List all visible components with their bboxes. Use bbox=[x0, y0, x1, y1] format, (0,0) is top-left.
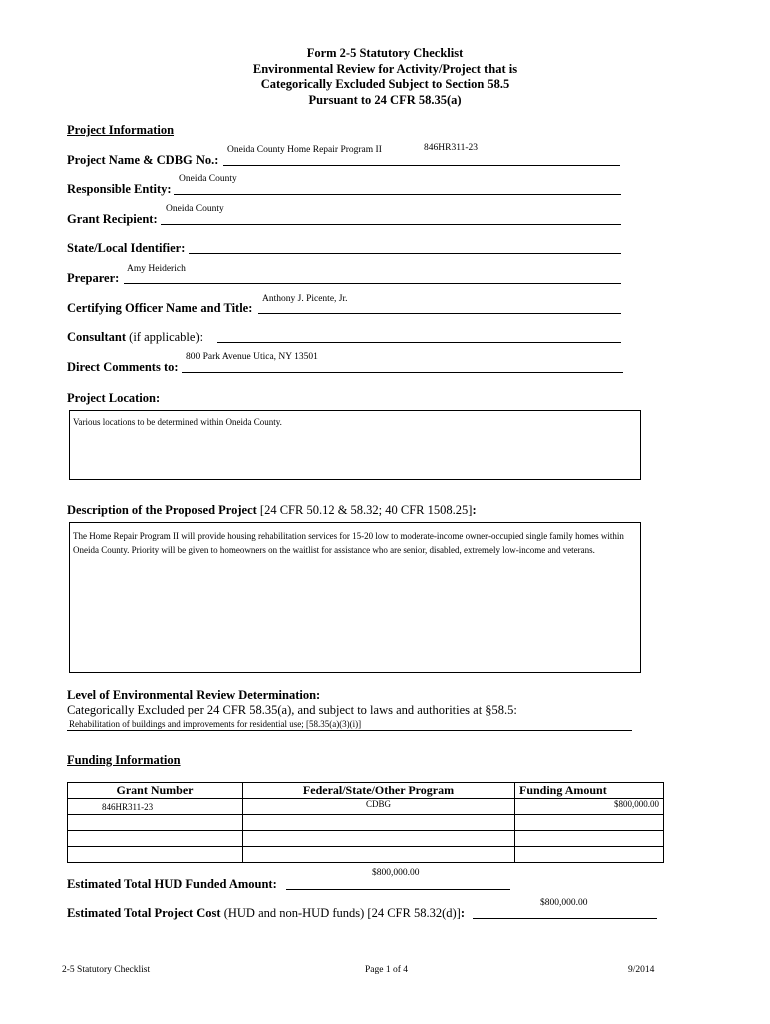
form-title bbox=[0, 46, 770, 108]
program-cell[interactable] bbox=[243, 815, 515, 831]
project-location-box[interactable] bbox=[69, 410, 641, 480]
grant-number-cell[interactable] bbox=[68, 831, 243, 847]
direct-comments-label: Direct Comments to: bbox=[67, 360, 179, 374]
description-text: The Home Repair Program II will provide housing rehabilitation services for 15-20 low to moderate-income owner-occupied single family homes within Oneida County. Priority will be given to homeowners on the waitlist for assistance who are senior, disabled, extremely low-income and veterans. bbox=[73, 531, 624, 555]
consultant-label-text: Consultant bbox=[67, 330, 127, 344]
project-name-field[interactable]: Oneida County Home Repair Program II bbox=[227, 145, 382, 155]
cdbg-number-field[interactable]: 846HR311-23 bbox=[424, 143, 479, 153]
table-row bbox=[68, 831, 664, 847]
state-local-identifier-field[interactable] bbox=[189, 253, 621, 254]
direct-comments-line bbox=[182, 372, 623, 373]
title-line-1: Form 2-5 Statutory Checklist bbox=[306, 46, 464, 60]
grant-number-cell[interactable] bbox=[68, 815, 243, 831]
certifying-officer-field[interactable]: Anthony J. Picente, Jr. bbox=[262, 294, 348, 304]
grant-number-cell[interactable] bbox=[68, 847, 243, 863]
consultant-label-suffix: (if applicable): bbox=[129, 330, 204, 344]
footer-left: 2-5 Statutory Checklist bbox=[62, 965, 151, 975]
amount-cell[interactable] bbox=[515, 815, 664, 831]
level-review-heading: Level of Environmental Review Determination: bbox=[67, 688, 321, 702]
amount-cell[interactable]: $800,000.00 bbox=[515, 799, 664, 815]
title-line-2: Environmental Review for Activity/Project that is bbox=[252, 61, 518, 76]
consultant-label bbox=[67, 330, 203, 345]
total-hud-label: Estimated Total HUD Funded Amount: bbox=[67, 877, 277, 891]
description-box[interactable] bbox=[69, 522, 641, 673]
table-row bbox=[68, 799, 664, 815]
grant-recipient-line bbox=[161, 224, 621, 225]
total-project-label bbox=[67, 906, 465, 921]
description-heading-text: Description of the Proposed Project bbox=[67, 503, 257, 517]
description-heading-ref: [24 CFR 50.12 & 58.32; 40 CFR 1508.25] bbox=[259, 503, 473, 517]
description-heading-colon: : bbox=[472, 503, 477, 517]
description-heading bbox=[67, 503, 477, 518]
amount-cell[interactable] bbox=[515, 847, 664, 863]
level-review-subtext: Categorically Excluded per 24 CFR 58.35(a), and subject to laws and authorities at §58.5: bbox=[67, 703, 517, 717]
col-program: Federal/State/Other Program bbox=[243, 783, 515, 799]
project-location-heading: Project Location: bbox=[67, 391, 161, 405]
certifying-officer-line bbox=[258, 313, 621, 314]
program-cell[interactable] bbox=[243, 847, 515, 863]
project-name-label: Project Name & CDBG No.: bbox=[67, 153, 219, 167]
responsible-entity-label: Responsible Entity: bbox=[67, 182, 172, 196]
grant-recipient-label: Grant Recipient: bbox=[67, 212, 158, 226]
footer-date: 9/2014 bbox=[628, 965, 655, 975]
program-cell[interactable] bbox=[243, 831, 515, 847]
footer-page-number: Page 1 of 4 bbox=[365, 965, 409, 975]
title-line-3: Categorically Excluded Subject to Section 58.5 bbox=[260, 77, 510, 91]
total-project-label-colon: : bbox=[460, 906, 466, 920]
title-line-4: Pursuant to 24 CFR 58.35(a) bbox=[308, 92, 462, 107]
col-grant-number: Grant Number bbox=[68, 783, 243, 799]
project-info-heading: Project Information bbox=[67, 123, 175, 137]
total-project-line bbox=[473, 918, 657, 919]
level-review-field[interactable]: Rehabilitation of buildings and improvements for residential use; [58.35(a)(3)(i)] bbox=[69, 719, 362, 729]
col-funding-amount: Funding Amount bbox=[515, 783, 664, 799]
grant-recipient-field[interactable]: Oneida County bbox=[166, 204, 224, 214]
funding-table-header bbox=[68, 783, 664, 799]
project-name-line bbox=[223, 165, 620, 166]
certifying-officer-label: Certifying Officer Name and Title: bbox=[67, 301, 253, 315]
total-project-field[interactable]: $800,000.00 bbox=[540, 898, 588, 908]
total-hud-line bbox=[286, 889, 510, 890]
total-project-label-suffix: (HUD and non-HUD funds) [24 CFR 58.32(d)] bbox=[223, 906, 461, 920]
grant-number-cell[interactable]: 846HR311-23 bbox=[68, 799, 243, 815]
funding-info-heading: Funding Information bbox=[67, 753, 181, 767]
amount-cell[interactable] bbox=[515, 831, 664, 847]
funding-table bbox=[67, 782, 664, 863]
responsible-entity-field[interactable]: Oneida County bbox=[179, 174, 237, 184]
state-local-identifier-label: State/Local Identifier: bbox=[67, 241, 186, 255]
preparer-line bbox=[124, 283, 621, 284]
consultant-field[interactable] bbox=[217, 342, 621, 343]
table-row bbox=[68, 847, 664, 863]
program-cell[interactable]: CDBG bbox=[243, 799, 515, 815]
total-project-label-text: Estimated Total Project Cost bbox=[67, 906, 221, 920]
table-row bbox=[68, 815, 664, 831]
responsible-entity-line bbox=[174, 194, 621, 195]
level-review-line bbox=[67, 730, 632, 731]
preparer-label: Preparer: bbox=[67, 271, 120, 285]
total-hud-field[interactable]: $800,000.00 bbox=[372, 868, 420, 878]
project-location-text: Various locations to be determined within Oneida County. bbox=[73, 417, 282, 427]
preparer-field[interactable]: Amy Heiderich bbox=[127, 264, 186, 274]
direct-comments-field[interactable]: 800 Park Avenue Utica, NY 13501 bbox=[186, 352, 318, 362]
